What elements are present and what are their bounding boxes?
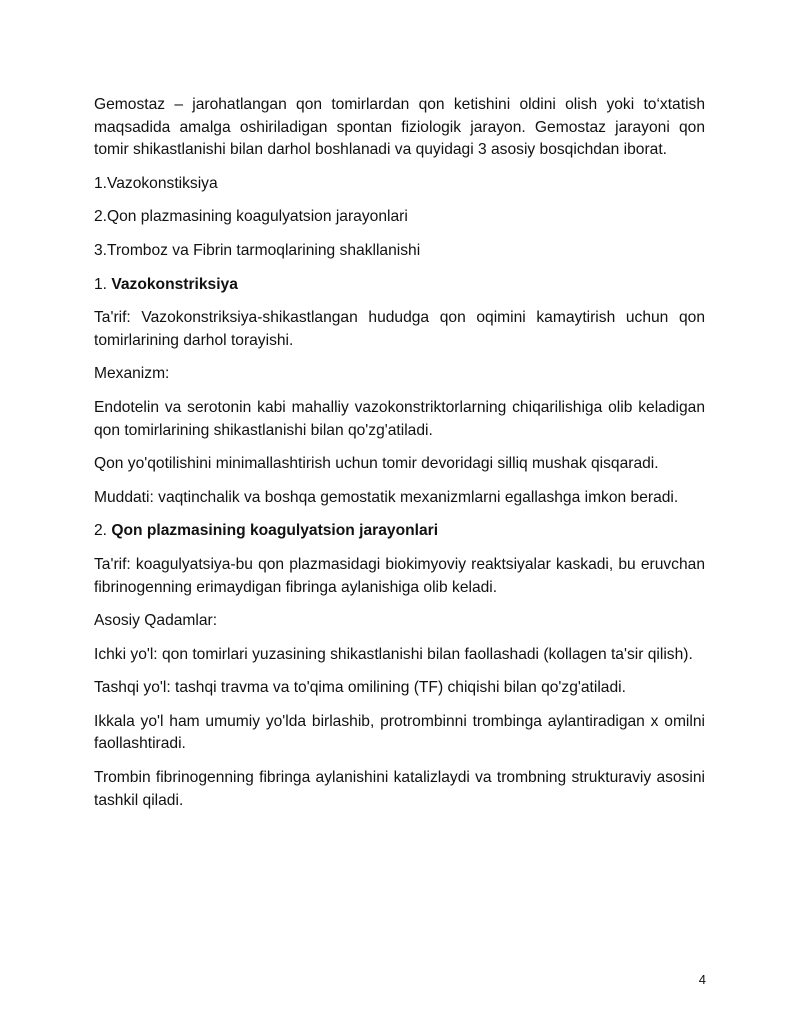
- mechanism-label: Mexanizm:: [94, 365, 170, 383]
- body-paragraph: Tashqi yo'l: tashqi travma va to'qima omilining (TF) chiqishi bilan qo'zg'atiladi.: [94, 679, 626, 697]
- body-paragraph: Endotelin va serotonin kabi mahalliy vazokonstriktorlarning chiqarilishiga olib keladigan qon tomirlarining shikastlanishi bilan qo'zg'atiladi.: [94, 398, 705, 439]
- list-item-stage-1: 1.Vazokonstiksiya: [94, 174, 218, 192]
- body-paragraph: Trombin fibrinogenning fibringa aylanishini katalizlaydi va trombning strukturaviy asosini tashkil qiladi.: [94, 769, 705, 809]
- page-number: 4: [698, 972, 706, 987]
- section-number: 2.: [94, 522, 112, 540]
- duration-paragraph: Muddati: vaqtinchalik va boshqa gemostatik mexanizmlarni egallashga imkon beradi.: [94, 488, 679, 506]
- body-paragraph: Ikkala yo'l ham umumiy yo'lda birlashib, protrombinni trombinga aylantiradigan x omilni faollashtiradi.: [94, 712, 705, 753]
- definition-paragraph: Ta'rif: Vazokonstriksiya-shikastlangan hududga qon oqimini kamaytirish uchun qon tomirlarining darhol torayishi.: [94, 309, 705, 349]
- section-number: 1.: [94, 275, 112, 293]
- document-page: [94, 94, 705, 812]
- list-item-stage-3: 3.Tromboz va Fibrin tarmoqlarining shakllanishi: [94, 241, 421, 259]
- intro-paragraph: Gemostaz – jarohatlangan qon tomirlardan qon ketishini oldini olish yoki to‘xtatish maqsadida amalga oshiriladigan spontan fiziologik jarayon. Gemostaz jarayoni qon tomir shikastlanishi bilan darhol boshlanadi va quyidagi 3 asosiy bosqichdan iborat.: [94, 96, 705, 159]
- section-heading-2: [94, 520, 705, 543]
- section-title: Qon plazmasining koagulyatsion jarayonlari: [111, 522, 439, 540]
- definition-paragraph: Ta'rif: koagulyatsiya-bu qon plazmasidagi biokimyoviy reaktsiyalar kaskadi, bu eruvchan fibrinogenning erimaydigan fibringa aylanishiga olib keladi.: [94, 555, 705, 596]
- steps-label: Asosiy Qadamlar:: [94, 612, 218, 630]
- section-heading-1: [94, 274, 705, 297]
- list-item-stage-2: 2.Qon plazmasining koagulyatsion jarayonlari: [94, 208, 408, 226]
- body-paragraph: Ichki yo'l: qon tomirlari yuzasining shikastlanishi bilan faollashadi (kollagen ta'sir qilish).: [94, 645, 693, 663]
- body-paragraph: Qon yo'qotilishini minimallashtirish uchun tomir devoridagi silliq mushak qisqaradi.: [94, 455, 659, 473]
- section-title: Vazokonstriksiya: [111, 275, 238, 293]
